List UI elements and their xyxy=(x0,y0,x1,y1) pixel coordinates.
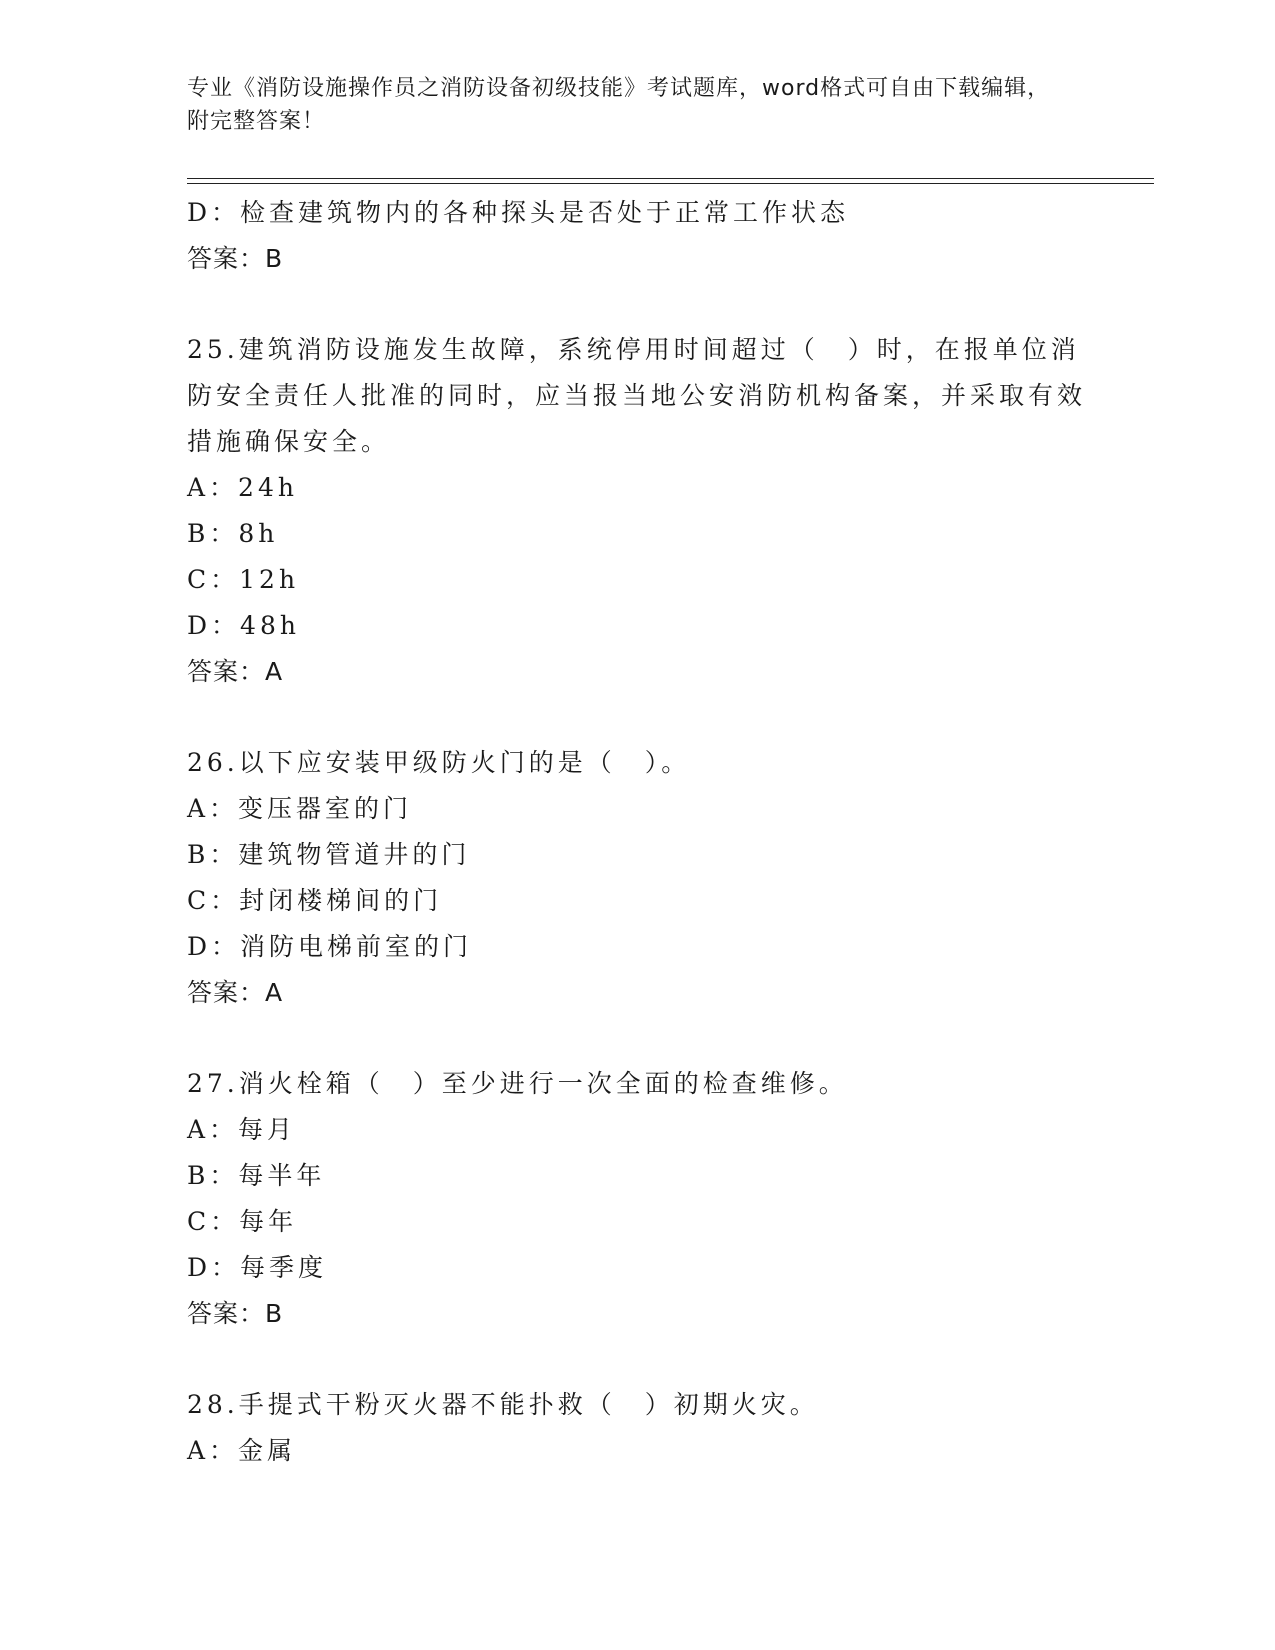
header-divider-bottom xyxy=(187,183,1154,184)
option-a: A：24h xyxy=(187,473,298,502)
answer-line: 答案：A xyxy=(187,978,284,1007)
option-c: C：封闭楼梯间的门 xyxy=(187,886,443,915)
option-b: B：建筑物管道井的门 xyxy=(187,840,471,869)
header-divider-top xyxy=(187,178,1154,179)
option-d: D：消防电梯前室的门 xyxy=(187,932,473,961)
question-27 xyxy=(187,1061,1087,1337)
option-a: A：变压器室的门 xyxy=(187,794,413,823)
option-a: A：每月 xyxy=(187,1115,297,1144)
question-text: 25.建筑消防设施发生故障，系统停用时间超过（ ）时，在报单位消防安全责任人批准的同时，应当报当地公安消防机构备案，并采取有效措施确保安全。 xyxy=(187,335,1087,456)
option-a: A：金属 xyxy=(187,1436,297,1465)
question-25 xyxy=(187,327,1087,695)
question-text: 28.手提式干粉灭火器不能扑救（ ）初期火灾。 xyxy=(187,1390,819,1419)
question-text: 27.消火栓箱（ ）至少进行一次全面的检查维修。 xyxy=(187,1069,848,1098)
option-d: D：每季度 xyxy=(187,1253,328,1282)
option-b: B：每半年 xyxy=(187,1161,326,1190)
option-d: D：检查建筑物内的各种探头是否处于正常工作状态 xyxy=(187,198,850,227)
question-text: 26.以下应安装甲级防火门的是（ ）。 xyxy=(187,748,691,777)
answer-line: 答案：B xyxy=(187,1299,284,1328)
previous-question-tail xyxy=(187,190,1087,282)
answer-line: 答案：A xyxy=(187,657,284,686)
question-26 xyxy=(187,740,1087,1016)
document-header: 专业《消防设施操作员之消防设备初级技能》考试题库，word格式可自由下载编辑，附完整答案！ xyxy=(187,76,1051,134)
option-c: C：每年 xyxy=(187,1207,298,1236)
question-list xyxy=(187,190,1087,1474)
question-28 xyxy=(187,1382,1087,1474)
answer-line: 答案：B xyxy=(187,244,284,273)
option-c: C：12h xyxy=(187,565,300,594)
option-b: B：8h xyxy=(187,519,279,548)
option-d: D：48h xyxy=(187,611,300,640)
